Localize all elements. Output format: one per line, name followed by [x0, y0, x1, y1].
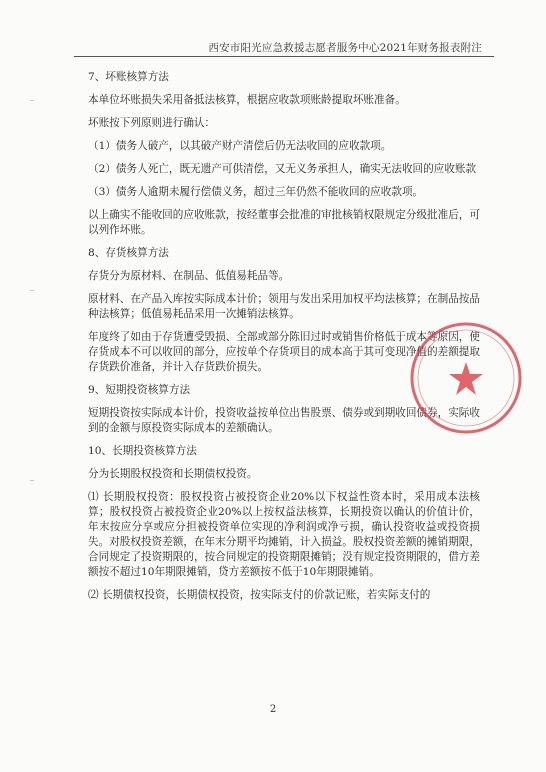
- paragraph: 分为长期股权投资和长期债权投资。: [88, 468, 258, 480]
- paragraph: （2）债务人死亡，既无遗产可供清偿，又无义务承担人，确实无法收回的应收账款: [88, 163, 477, 175]
- header-rule: [74, 56, 494, 57]
- margin-mark: [30, 100, 34, 101]
- paragraph: ⑵ 长期债权投资，长期债权投资，按实际支付的价款记账，若实际支付的: [88, 589, 431, 601]
- paragraph: 短期投资按实际成本计价，投资收益按单位出售股票、债券或到期收回债券，实际收到的金额与原投资实际成本的差额确认。: [88, 407, 480, 434]
- paragraph: 存货分为原材料、在制品、低值易耗品等。: [88, 270, 290, 282]
- page-number: 2: [269, 704, 277, 715]
- paragraph: 原材料、在产品入库按实际成本计价；领用与发出采用加权平均法核算；在制品按品种法核算；低值易耗品采用一次摊销法核算。: [88, 293, 480, 320]
- star-icon: [449, 362, 483, 395]
- paragraph: 以上确实不能收回的应收账款，按经董事会批准的审批核销权限规定分级批准后，可以列作坏账。: [88, 209, 480, 236]
- section-heading: 10、长期投资核算方法: [88, 445, 197, 457]
- paragraph: 坏账按下列原则进行确认：: [88, 117, 216, 129]
- margin-mark: [30, 290, 34, 291]
- official-seal: [406, 318, 526, 438]
- paragraph: （3）债务人逾期未履行偿债义务，超过三年仍然不能收回的应收款项。: [88, 186, 424, 198]
- section-heading: 9、短期投资核算方法: [88, 384, 191, 396]
- margin-mark: [30, 480, 34, 481]
- paragraph: ⑴ 长期股权投资：股权投资占被投资企业20%以下权益性资本时，采用成本法核算；股权投资占被投资企业20%以上按权益法核算，长期投资以确认的价值计价，年末按应分享或应分担被投资单位实现的净利润或净亏损，确认投资收益或投资损失。对股权投资差额，在年末分期平均摊销，计入损益。股权投资差额的摊销期限，合同规定了投资期限的，按合同规定的投资期限摊销；没有规定投资期限的，借方差额按不超过10年期限摊销，贷方差额按不低于10年期限摊销。: [88, 491, 480, 578]
- paragraph: 年度终了如由于存货遭受毁损、全部或部分陈旧过时或销售价格低于成本等原因，使存货成本不可以收回的部分，应按单个存货项目的成本高于其可变现净值的差额提取存货跌价准备，并计入存货跌价损失。: [88, 331, 480, 373]
- page-header: 西安市阳光应急救援志愿者服务中心2021年财务报表附注: [208, 42, 482, 54]
- paragraph: （1）债务人破产，以其破产财产清偿后仍无法收回的应收款项。: [88, 140, 392, 152]
- paragraph: 本单位坏账损失采用备抵法核算，根据应收款项账龄提取坏账准备。: [88, 94, 406, 106]
- section-heading: 8、存货核算方法: [88, 247, 169, 259]
- section-heading: 7、坏账核算方法: [88, 71, 169, 83]
